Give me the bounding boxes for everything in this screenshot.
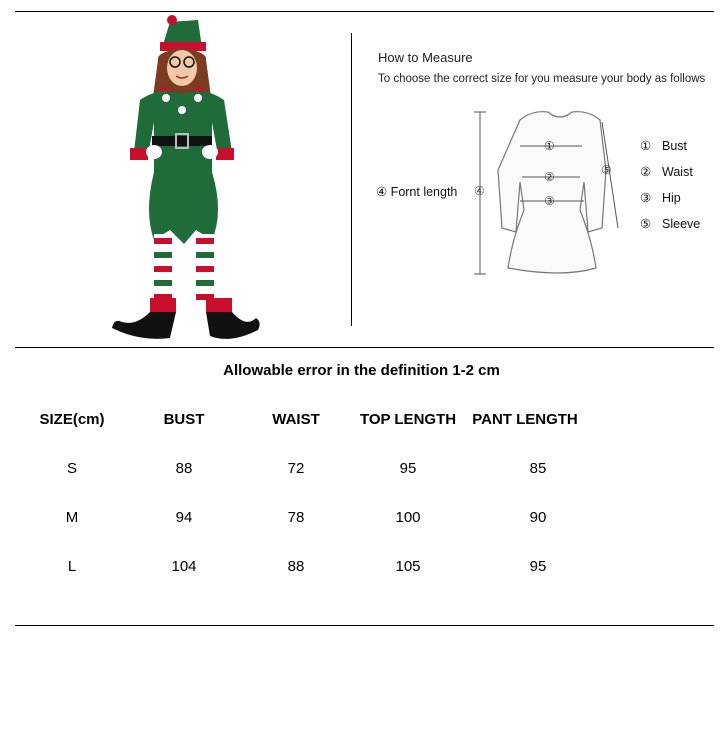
section-divider [351, 33, 352, 326]
cell-top-length: 105 [395, 558, 421, 575]
legend-item-sleeve: ⑤ Sleeve [640, 217, 701, 231]
front-length-marker: ④ [474, 184, 485, 198]
cell-top-length: 95 [399, 460, 417, 477]
legend-item-waist: ② Waist [640, 165, 693, 179]
cell-pant-length: 85 [529, 460, 547, 477]
cell-pant-length: 95 [529, 558, 547, 575]
waist-marker: ② [544, 170, 555, 184]
front-length-label: ④ Fornt length [376, 185, 458, 199]
cell-bust: 94 [175, 509, 193, 526]
header-waist: WAIST [272, 411, 320, 428]
cell-bust: 88 [175, 460, 193, 477]
cell-size: M [65, 509, 79, 526]
cell-top-length: 100 [395, 509, 421, 526]
bust-marker: ① [544, 139, 555, 153]
table-caption: Allowable error in the definition 1-2 cm [223, 362, 500, 379]
cell-waist: 72 [287, 460, 305, 477]
cell-waist: 78 [287, 509, 305, 526]
header-size: SIZE(cm) [39, 411, 105, 428]
header-bust: BUST [163, 411, 205, 428]
hip-marker: ③ [544, 194, 555, 208]
legend-item-hip: ③ Hip [640, 191, 681, 205]
cell-size: L [67, 558, 77, 575]
cell-pant-length: 90 [529, 509, 547, 526]
sleeve-marker: ⑤ [601, 163, 612, 177]
header-pant-length: PANT LENGTH [472, 411, 578, 428]
cell-waist: 88 [287, 558, 305, 575]
bottom-divider [15, 625, 714, 626]
cell-size: S [66, 460, 77, 477]
product-photo [100, 12, 270, 344]
measure-title: How to Measure [378, 50, 473, 65]
legend-item-bust: ① Bust [640, 139, 688, 153]
cell-bust: 104 [171, 558, 197, 575]
middle-divider [15, 347, 714, 348]
measure-subtitle: To choose the correct size for you measure your body as follows [378, 73, 706, 85]
header-top-length: TOP LENGTH [359, 411, 457, 428]
